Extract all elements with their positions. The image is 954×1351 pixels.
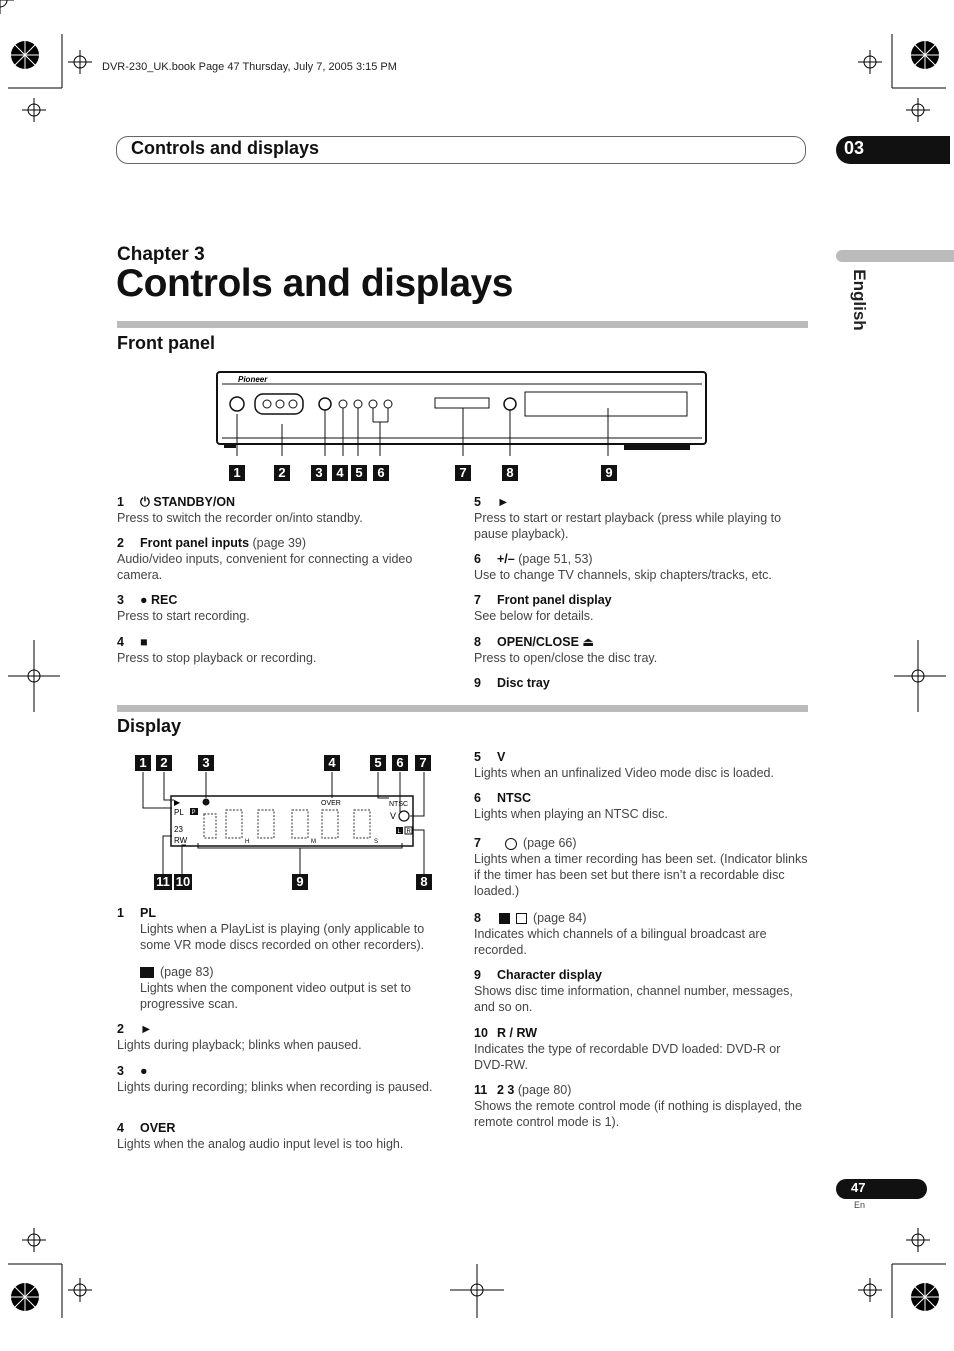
callout-badge: 4 [324,755,340,771]
page-title: Controls and displays [116,262,513,305]
brand-logo: Pioneer [238,375,268,384]
callout-badge: 2 [156,755,172,771]
section-rule [117,321,808,328]
r-channel-icon [516,913,527,924]
callout-badge: 5 [370,755,386,771]
page-number-tab [836,1179,927,1199]
file-info: DVR-230_UK.book Page 47 Thursday, July 7, 2005 3:15 PM [102,61,397,73]
front-panel-heading: Front panel [117,333,215,353]
front-panel-item: 6 +/– (page 51, 53) Use to change TV channels, skip chapters/tracks, etc. [474,552,772,582]
svg-text:R: R [406,829,411,835]
callout-badge: 6 [373,465,389,481]
callout-badge: 9 [601,465,617,481]
svg-text:M: M [311,839,316,845]
front-panel-diagram [214,370,710,456]
front-panel-item: 7 Front panel display See below for details. [474,593,612,623]
front-panel-item: 1 ⏻ STANDBY/ON Press to switch the recorder on/into standby. [117,495,363,525]
display-item: 5 V Lights when an unfinalized Video mode disc is loaded. [474,750,774,780]
svg-text:L: L [397,829,401,835]
display-diagram [134,768,444,888]
callout-badge: 2 [274,465,290,481]
callout-badge: 8 [502,465,518,481]
front-panel-item: 4 ■ Press to stop playback or recording. [117,635,317,665]
callout-badge: 7 [415,755,431,771]
callout-badge: 9 [292,874,308,890]
display-item: 11 2 3 (page 80) Shows the remote control mode (if nothing is displayed, the remote control mode is 1). [474,1083,802,1129]
callout-badge: 5 [351,465,367,481]
callout-badge: 7 [455,465,471,481]
svg-text:NTSC: NTSC [389,801,409,808]
callout-badge: 10 [175,874,191,889]
front-panel-item: 2 Front panel inputs (page 39) Audio/video inputs, convenient for connecting a video camera. [117,536,413,582]
svg-text:S: S [374,839,379,845]
svg-text:RW: RW [174,836,188,845]
display-item: 7 (page 66) Lights when a timer recording has been set. (Indicator blinks if the timer has been set but there isn’t a recordable disc loaded.) [474,836,808,898]
display-item: 6 NTSC Lights when playing an NTSC disc. [474,791,668,821]
svg-text:▶: ▶ [174,798,181,807]
language-label: English [850,269,869,331]
front-panel-item: 5 ► Press to start or restart playback (press while playing to pause playback). [474,495,782,541]
front-panel-item: 8 OPEN/CLOSE ⏏ Press to open/close the disc tray. [474,635,658,665]
svg-text:OVER: OVER [321,800,341,807]
front-panel-item: 9 Disc tray [474,676,550,690]
display-item: 1 PL Lights when a PlayList is playing (only applicable to some VR mode discs recorded on other recorders). [117,906,425,952]
display-item: 10 R / RW Indicates the type of recordable DVD loaded: DVD-R or DVD-RW. [474,1026,781,1072]
chapter-label: Chapter 3 [117,244,205,265]
display-heading: Display [117,716,182,736]
callout-badge: 6 [392,755,408,771]
timer-icon [505,838,517,850]
display-item-sub: (page 83) Lights when the component video output is set to progressive scan. [140,965,412,1011]
page-lang: En [854,1200,866,1210]
display-item: 4 OVER Lights when the analog audio input level is too high. [117,1121,404,1151]
section-rule [117,705,808,712]
svg-text:PL: PL [174,808,184,817]
callout-badge: 3 [198,755,214,771]
display-item: 3 ● Lights during recording; blinks when recording is paused. [117,1064,433,1094]
page-number: 47 [851,1180,866,1195]
display-item: 2 ► Lights during playback; blinks when paused. [117,1022,362,1052]
callout-badge: 3 [311,465,327,481]
svg-text:V: V [390,811,397,821]
callout-badge: 1 [135,755,151,771]
svg-text:P: P [191,810,196,816]
front-panel-item: 3 ● REC Press to start recording. [117,593,250,623]
l-channel-icon [499,913,510,924]
callout-badge: 11 [154,874,172,890]
svg-text:H: H [245,839,250,845]
callout-badge: 4 [332,465,348,481]
callout-badge: 1 [229,465,245,481]
display-item: 8 (page 84) Indicates which channels of a bilingual broadcast are recorded. [474,911,767,957]
chapter-number: 03 [844,138,865,158]
callout-badge: 8 [416,874,432,890]
p-icon [140,967,154,978]
header-title: Controls and displays [131,138,320,158]
language-tab [836,250,954,262]
svg-text:23: 23 [174,825,183,834]
display-item: 9 Character display Shows disc time information, channel number, messages, and so on. [474,968,793,1014]
